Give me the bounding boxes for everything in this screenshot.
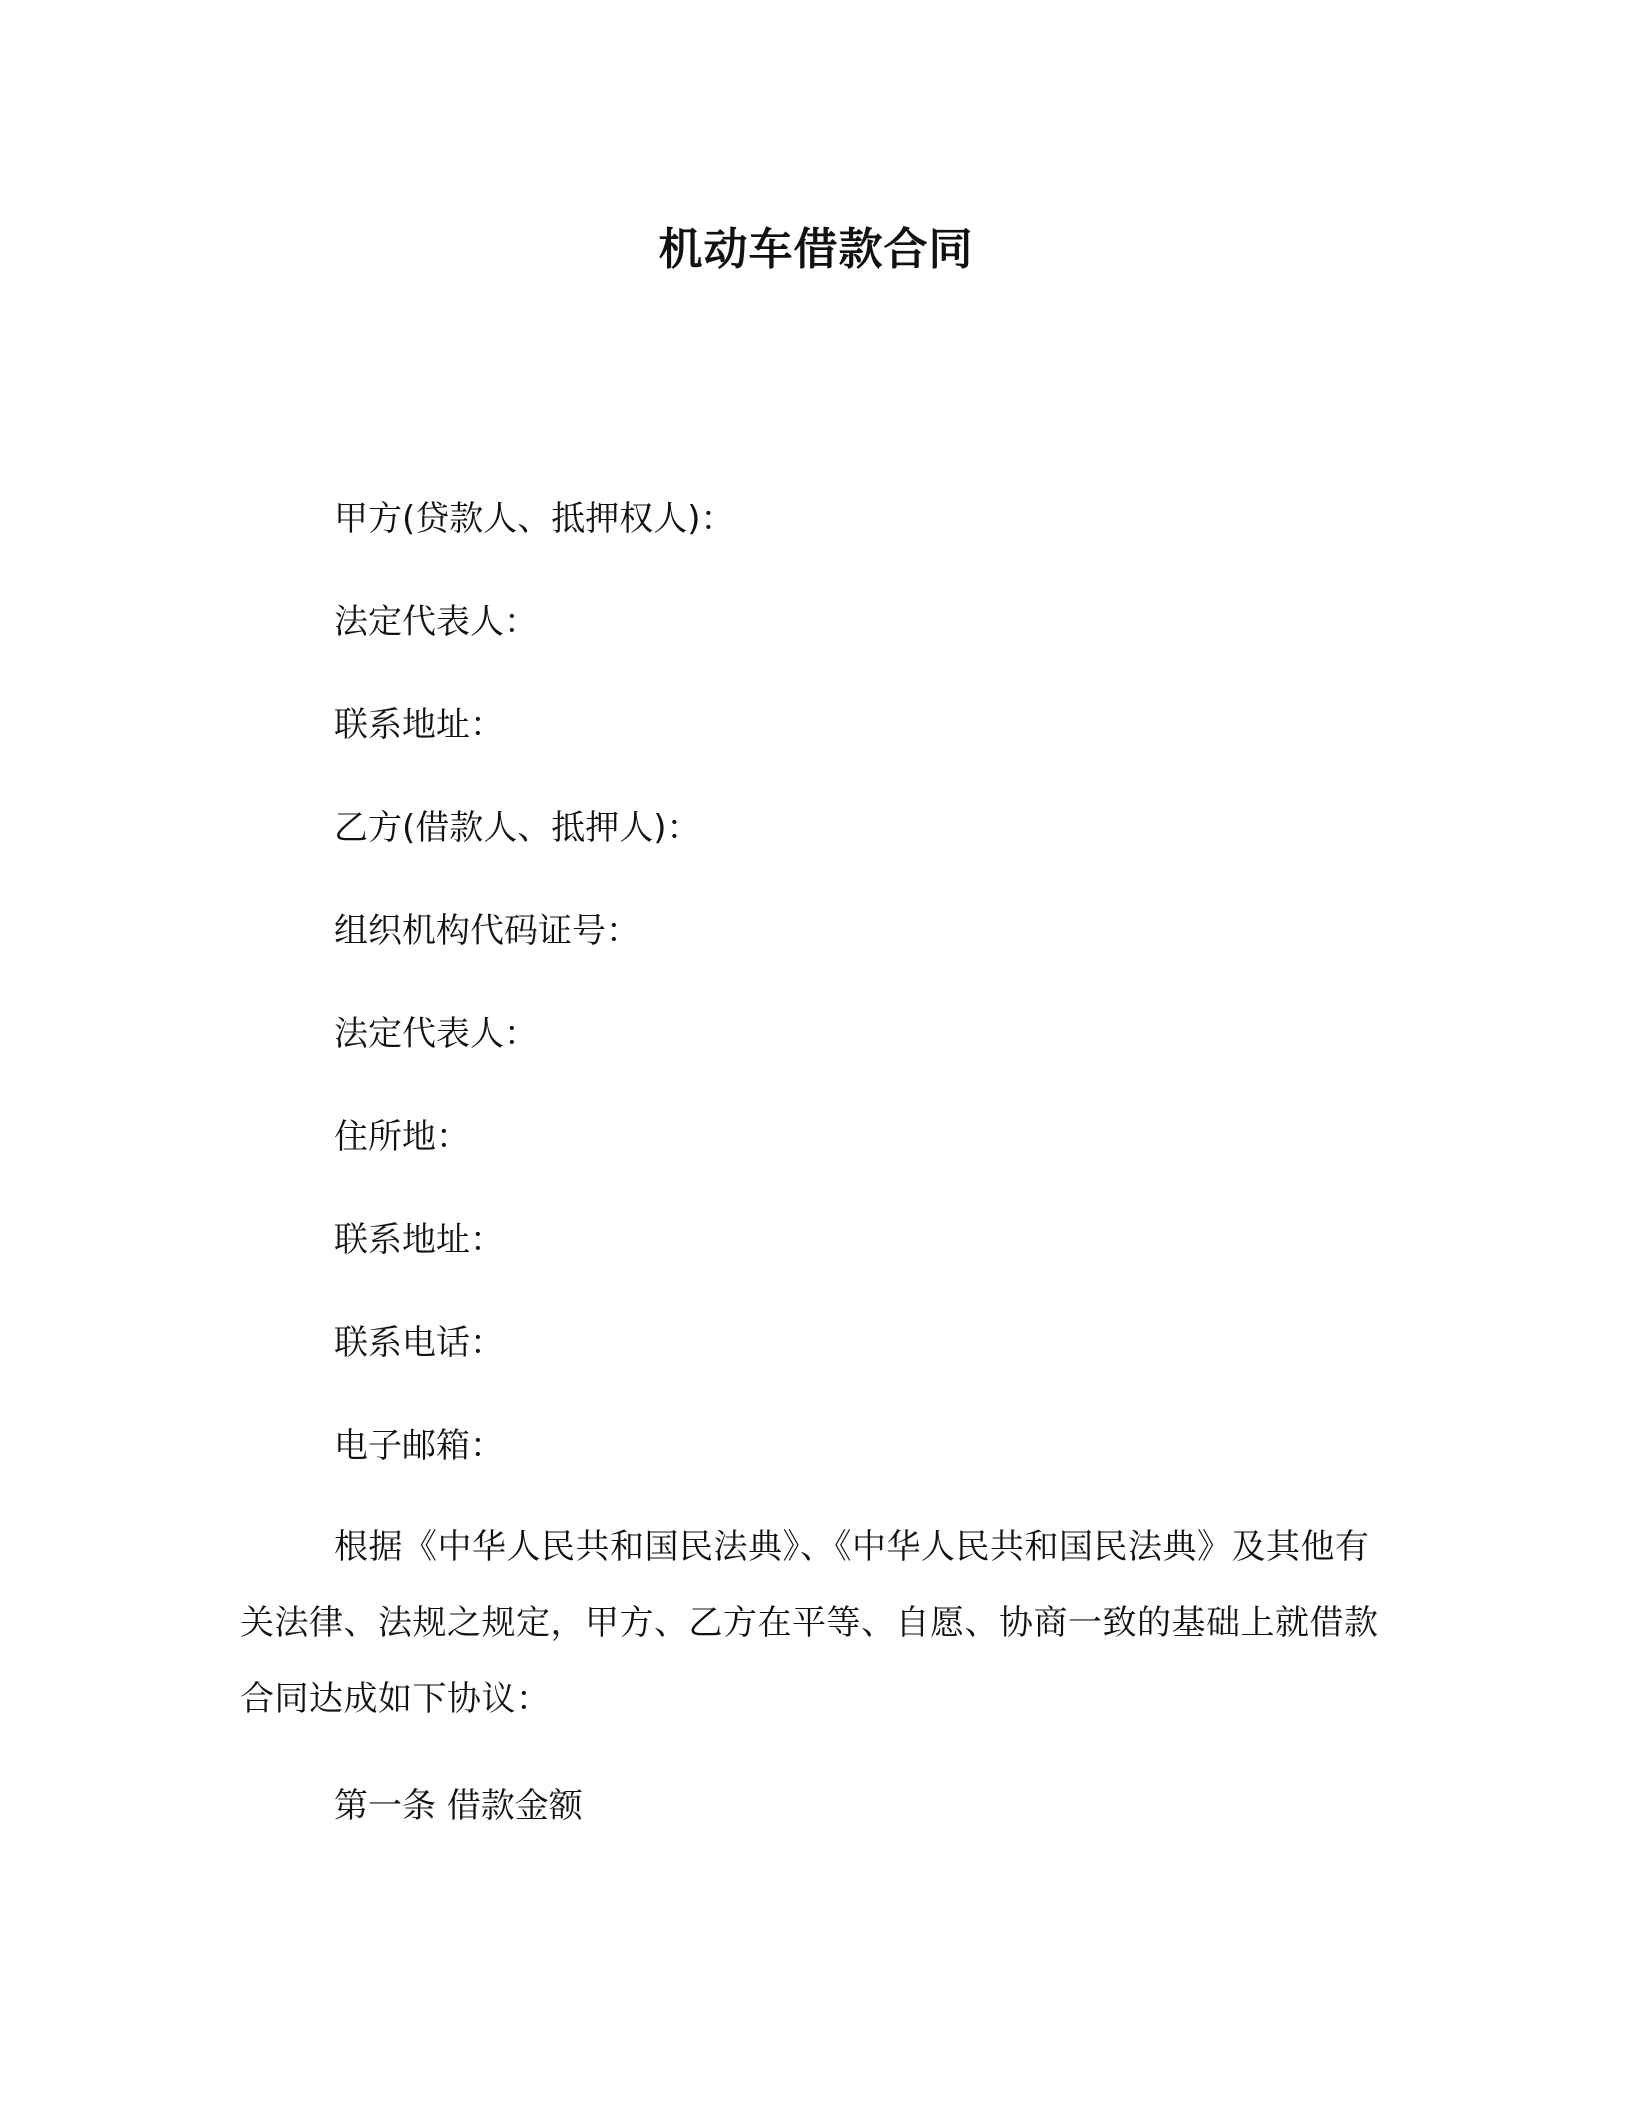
- document-title: 机动车借款合同: [658, 224, 974, 275]
- field-party-a: 甲方(贷款人、抵押权人)：: [334, 499, 735, 539]
- field-party-b: 乙方(借款人、抵押人)：: [334, 808, 701, 848]
- field-party-b-address: 联系地址：: [334, 1220, 504, 1260]
- preamble-paragraph: 根据《中华人民共和国民法典》、《中华人民共和国民法典》及其他有关法律、法规之规定，甲方、乙方在平等、自愿、协商一致的基础上就借款合同达成如下协议：: [240, 1527, 1379, 1719]
- field-party-b-email: 电子邮箱：: [334, 1426, 504, 1466]
- field-party-b-domicile: 住所地：: [334, 1117, 470, 1157]
- article-1-heading: 第一条 借款金额: [334, 1786, 583, 1826]
- field-party-a-legal-rep: 法定代表人：: [334, 602, 538, 642]
- field-party-a-address: 联系地址：: [334, 705, 504, 745]
- field-party-b-phone: 联系电话：: [334, 1323, 504, 1363]
- field-party-b-org-code: 组织机构代码证号：: [334, 911, 640, 951]
- field-party-b-legal-rep: 法定代表人：: [334, 1014, 538, 1054]
